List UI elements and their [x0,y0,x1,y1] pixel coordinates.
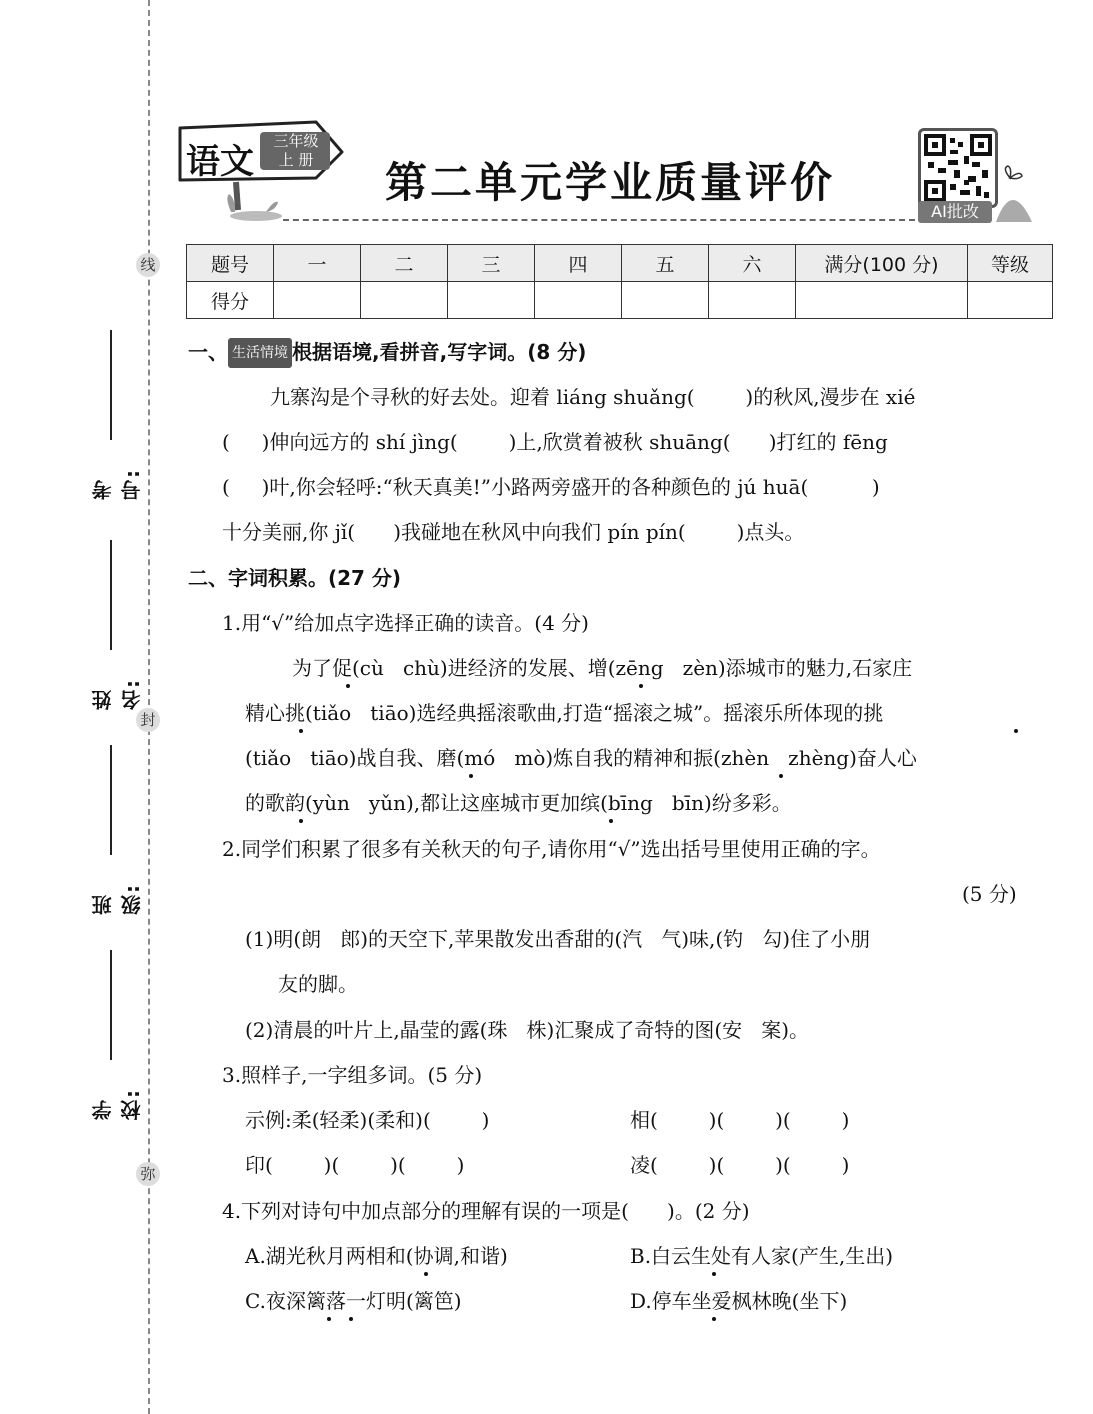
emphasis-dot [639,684,643,688]
exam-number-line[interactable] [110,330,112,440]
q4-title: 4.下列对诗句中加点部分的理解有误的一项是( )。(2 分) [222,1199,750,1223]
header-part-2: 二 [361,245,448,282]
header-part-1: 一 [274,245,361,282]
qr-code-icon[interactable] [918,128,998,208]
emphasis-dot [349,1317,353,1321]
score-cell-4[interactable] [535,282,622,319]
emphasis-dot [779,774,783,778]
score-cell-3[interactable] [448,282,535,319]
ai-grading-badge[interactable]: AI批改 [918,201,992,223]
q4-option-c: C.夜深篱落一灯明(篱笆) [245,1289,462,1313]
score-table-score-row [187,282,1053,319]
header-part-6: 六 [709,245,796,282]
q1-line-3: (tiǎo tiāo)战自我、磨(mó mò)炼自我的精神和振(zhèn zhèng)奋人心 [245,746,917,770]
section1-line-3: ( )叶,你会轻呼:“秋天真美!”小路两旁盛开的各种颜色的 jú huā( ) [222,475,880,499]
class-line[interactable] [110,745,112,855]
header-question-number: 题号 [187,245,274,282]
section1-line-1: 九寨沟是个寻秋的好去处。迎着 liáng shuǎng( )的秋风,漫步在 xié [270,385,916,409]
q2-line-3: (2)清晨的叶片上,晶莹的露(珠 株)汇聚成了奇特的图(安 案)。 [245,1018,810,1042]
q1-line-2: 精心挑(tiǎo tiāo)选经典摇滚歌曲,打造“摇滚之城”。摇滚乐所体现的挑 [245,701,884,725]
page-title: 第二单元学业质量评价 [385,158,836,207]
seal-char-feng: 封 [136,708,160,732]
header-full-score: 满分(100 分) [796,245,968,282]
exam-number-field [88,330,144,500]
exam-number-label: 考号: [91,468,144,500]
q1-line-1: 为了促(cù chù)进经济的发展、增(zēng zèn)添城市的魅力,石家庄 [292,656,913,680]
seal-char-xian: 线 [136,253,160,277]
header-part-3: 三 [448,245,535,282]
score-cell-1[interactable] [274,282,361,319]
volume-label: 上 册 [278,151,314,169]
q3-example: 示例:柔(轻柔)(柔和)( ) [245,1108,490,1132]
score-table-header-row [187,245,1053,282]
section1-prefix: 一、 [188,340,228,364]
q3-item-ling: 凌( )( )( ) [630,1153,850,1177]
subject-badge [176,120,344,180]
q2-title: 2.同学们积累了很多有关秋天的句子,请你用“√”选出括号里使用正确的字。 [222,837,881,861]
school-line[interactable] [110,950,112,1060]
seal-char-mi: 弥 [136,1162,160,1186]
emphasis-dot [1014,729,1018,733]
name-line[interactable] [110,540,112,650]
score-cell-6[interactable] [709,282,796,319]
score-table [186,244,1053,319]
q1-line-4: 的歌韵(yùn yǔn),都让这座城市更加缤(bīng bīn)纷多彩。 [245,791,792,815]
name-label: 姓名: [91,678,144,710]
section2-heading: 二、字词积累。(27 分) [188,566,402,590]
title-underline [283,219,915,221]
class-field [88,745,144,915]
class-label: 班级: [91,883,144,915]
header-grade: 等级 [968,245,1053,282]
emphasis-dot [346,684,350,688]
q2-line-2: 友的脚。 [278,972,358,996]
q2-line-1: (1)明(朗 郎)的天空下,苹果散发出香甜的(汽 气)味,(钓 勾)住了小朋 [245,927,871,951]
emphasis-dot [299,729,303,733]
emphasis-dot [424,1272,428,1276]
q3-item-yin: 印( )( )( ) [245,1153,465,1177]
binding-dashed-line [148,0,150,1414]
emphasis-dot [299,819,303,823]
emphasis-dot [609,819,613,823]
section1-line-4: 十分美丽,你 jǐ( )我碰地在秋风中向我们 pín pín( )点头。 [222,520,805,544]
butterfly-hill-icon [992,160,1034,224]
q4-option-b: B.白云生处有人家(产生,生出) [630,1244,894,1268]
section1-title: 根据语境,看拼音,写字词。(8 分) [292,340,587,364]
emphasis-dot [469,774,473,778]
q2-score: (5 分) [962,882,1017,906]
subject-label: 语文 [186,142,254,182]
emphasis-dot [712,1317,716,1321]
score-cell-2[interactable] [361,282,448,319]
school-label: 学校: [91,1088,144,1120]
score-cell-grade[interactable] [968,282,1053,319]
header-part-5: 五 [622,245,709,282]
q3-title: 3.照样子,一字组多词。(5 分) [222,1063,483,1087]
name-field [88,540,144,710]
life-context-tag: 生活情境 [228,338,292,368]
score-cell-total[interactable] [796,282,968,319]
school-field [88,950,144,1120]
section1-heading [188,338,586,368]
grade-label: 三年级 [273,132,319,150]
q3-item-xiang: 相( )( )( ) [630,1108,850,1132]
score-cell-5[interactable] [622,282,709,319]
q4-option-a: A.湖光秋月两相和(协调,和谐) [245,1244,508,1268]
header-part-4: 四 [535,245,622,282]
emphasis-dot [327,1317,331,1321]
section1-line-2: ( )伸向远方的 shí jìng( )上,欣赏着被秋 shuāng( )打红的 fēng [222,430,888,454]
score-row-label: 得分 [187,282,274,319]
emphasis-dot [712,1272,716,1276]
q1-title: 1.用“√”给加点字选择正确的读音。(4 分) [222,611,589,635]
q4-option-d: D.停车坐爱枫林晚(坐下) [630,1289,848,1313]
